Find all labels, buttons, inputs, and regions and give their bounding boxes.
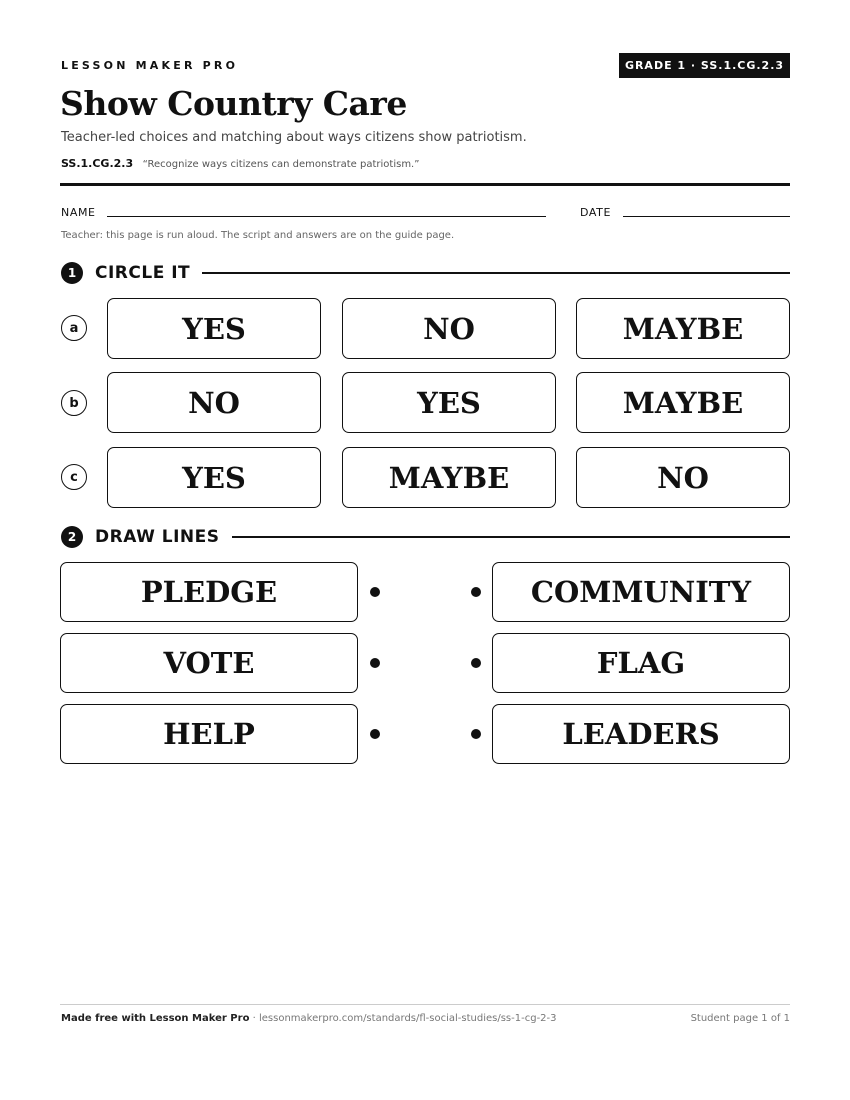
match-right-dot-2[interactable] [471, 658, 481, 668]
choice-a-2[interactable]: NO [342, 298, 556, 359]
standard-code: SS.1.CG.2.3 [61, 157, 134, 170]
section-2-rule [232, 536, 790, 538]
name-label: NAME [61, 206, 96, 219]
grade-badge: GRADE 1 · SS.1.CG.2.3 [619, 53, 790, 78]
footer-page-number: Student page 1 of 1 [690, 1013, 790, 1024]
header-divider [60, 183, 790, 186]
section-1-header [61, 262, 790, 284]
choice-a-1[interactable]: YES [107, 298, 321, 359]
choice-b-2[interactable]: YES [342, 372, 556, 433]
match-left-dot-2[interactable] [370, 658, 380, 668]
section-2-number: 2 [61, 526, 83, 548]
match-right-leaders[interactable]: LEADERS [492, 704, 790, 764]
match-right-community[interactable]: COMMUNITY [492, 562, 790, 622]
brand-name: LESSON MAKER PRO [61, 59, 239, 72]
page-title: Show Country Care [60, 84, 407, 123]
match-left-vote[interactable]: VOTE [60, 633, 358, 693]
choice-a-3[interactable]: MAYBE [576, 298, 790, 359]
section-1-number: 1 [61, 262, 83, 284]
match-left-help[interactable]: HELP [60, 704, 358, 764]
match-right-dot-1[interactable] [471, 587, 481, 597]
standard-quote: “Recognize ways citizens can demonstrate patriotism.” [142, 159, 420, 170]
footer-credit [61, 1013, 557, 1024]
section-1-rule [202, 272, 790, 274]
footer-made-by: Made free with Lesson Maker Pro [61, 1013, 250, 1024]
match-right-flag[interactable]: FLAG [492, 633, 790, 693]
match-left-dot-1[interactable] [370, 587, 380, 597]
choice-c-1[interactable]: YES [107, 447, 321, 508]
date-field[interactable] [623, 216, 790, 217]
standard-line [61, 157, 419, 170]
choice-b-3[interactable]: MAYBE [576, 372, 790, 433]
section-1-title: CIRCLE IT [95, 263, 191, 283]
page-subtitle: Teacher-led choices and matching about ways citizens show patriotism. [61, 130, 527, 145]
name-field[interactable] [107, 216, 546, 217]
match-right-dot-3[interactable] [471, 729, 481, 739]
section-2-header [61, 526, 790, 548]
choice-b-1[interactable]: NO [107, 372, 321, 433]
teacher-note: Teacher: this page is run aloud. The script and answers are on the guide page. [61, 230, 455, 241]
choice-c-3[interactable]: NO [576, 447, 790, 508]
row-letter-c: c [61, 464, 87, 490]
date-label: DATE [580, 206, 612, 219]
match-left-dot-3[interactable] [370, 729, 380, 739]
row-letter-b: b [61, 390, 87, 416]
footer-divider [60, 1004, 790, 1005]
match-left-pledge[interactable]: PLEDGE [60, 562, 358, 622]
choice-c-2[interactable]: MAYBE [342, 447, 556, 508]
row-letter-a: a [61, 315, 87, 341]
section-2-title: DRAW LINES [95, 527, 220, 547]
footer-url[interactable]: · lessonmakerpro.com/standards/fl-social-studies/ss-1-cg-2-3 [249, 1013, 557, 1024]
